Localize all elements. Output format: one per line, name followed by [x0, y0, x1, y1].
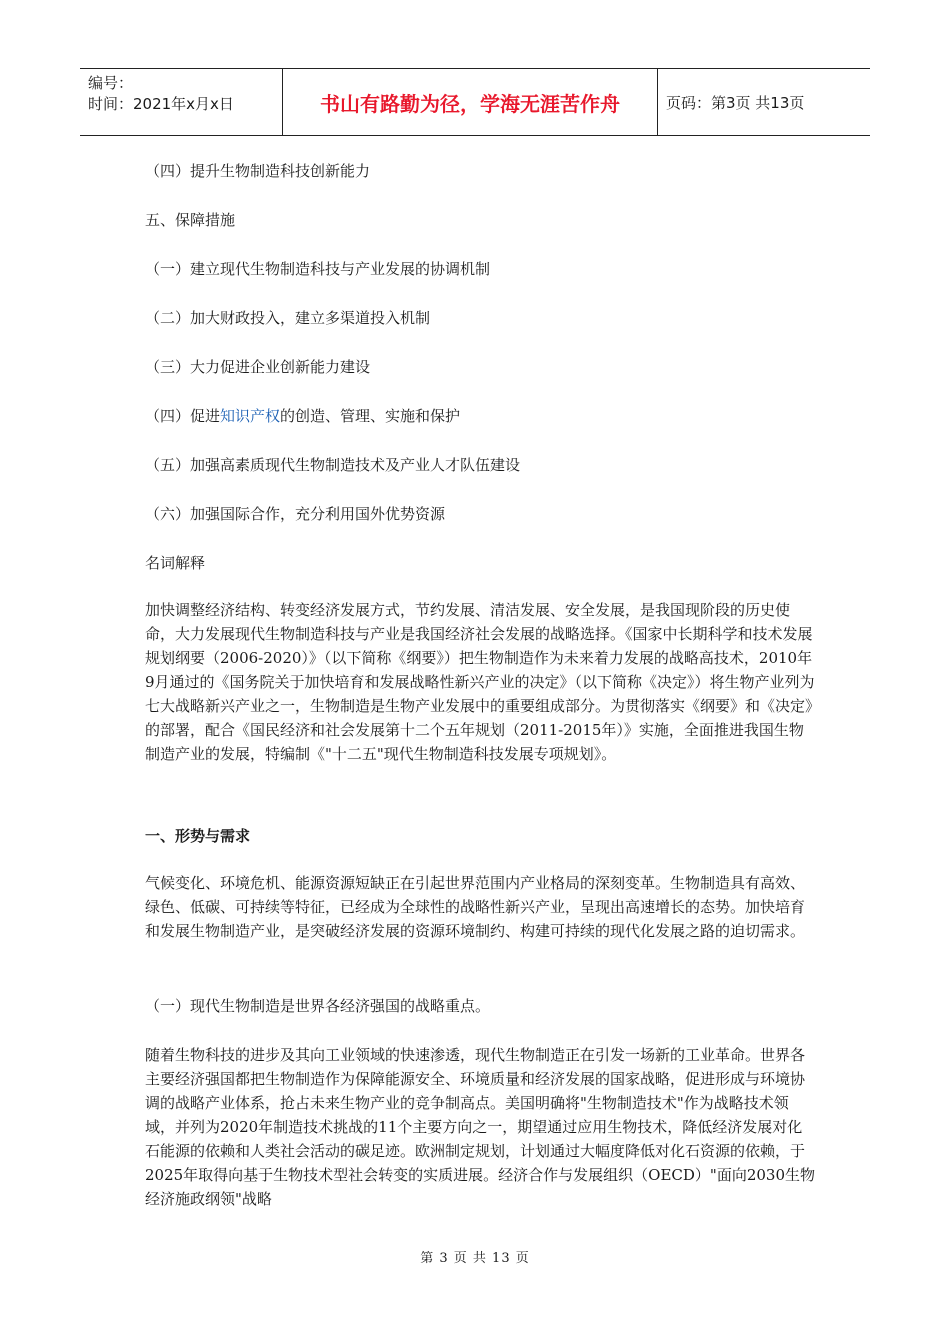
- section-title: 一、形势与需求: [145, 827, 251, 845]
- header-page-info: 页码：第3页 共13页: [666, 93, 805, 112]
- outline-item-suffix: 的创造、管理、实施和保护: [280, 407, 461, 425]
- situation-paragraph: 气候变化、环境危机、能源资源短缺正在引起世界范围内产业格局的深刻变革。生物制造具有高效、绿色、低碳、可持续等特征，已经成为全球性的战略性新兴产业，呈现出高速增长的态势。加快培育和发展生物制造产业，是突破经济发展的资源环境制约、构建可持续的现代化发展之路的迫切需求。: [145, 874, 806, 940]
- outline-item: （二）加大财政投入，建立多渠道投入机制: [145, 309, 431, 327]
- strategy-paragraph: 随着生物科技的进步及其向工业领域的快速渗透，现代生物制造正在引发一场新的工业革命。世界各主要经济强国都把生物制造作为保障能源安全、环境质量和经济发展的国家战略，促进形成与环境协调的战略产业体系，抢占未来生物产业的竞争制高点。美国明确将"生物制造技术"作为战略技术领域，并列为2020年制造技术挑战的11个主要方向之一，期望通过应用生物技术，降低经济发展对化石能源的依赖和人类社会活动的碳足迹。欧洲制定规划，计划通过大幅度降低对化石资源的依赖，于2025年取得向基于生物技术型社会转变的实质进展。经济合作与发展组织（OECD）"面向2030生物经济施政纲领"战略: [145, 1046, 816, 1208]
- outline-item: （一）建立现代生物制造科技与产业发展的协调机制: [145, 260, 491, 278]
- glossary-heading: 名词解释: [145, 554, 206, 572]
- outline-item: [145, 405, 460, 426]
- page-footer: 第 3 页 共 13 页: [420, 1251, 530, 1266]
- header-time-label: 时间：2021年x月x日: [88, 95, 234, 113]
- section-heading: 五、保障措施: [145, 211, 236, 229]
- outline-item: （六）加强国际合作，充分利用国外优势资源: [145, 505, 446, 523]
- outline-item: （五）加强高素质现代生物制造技术及产业人才队伍建设: [145, 456, 521, 474]
- outline-item-prefix: （四）促进: [145, 407, 221, 425]
- header-number-label: 编号：: [88, 74, 134, 92]
- ip-link[interactable]: 知识产权: [220, 407, 281, 425]
- subsection-heading: （一）现代生物制造是世界各经济强国的战略重点。: [145, 997, 491, 1015]
- intro-paragraph: 加快调整经济结构、转变经济发展方式，节约发展、清洁发展、安全发展，是我国现阶段的历史使命，大力发展现代生物制造科技与产业是我国经济社会发展的战略选择。《国家中长期科学和技术发展规划纲要（2006-2020）》（以下简称《纲要》）把生物制造作为未来着力发展的战略高技术，2010年9月通过的《国务院关于加快培育和发展战略性新兴产业的决定》（以下简称《决定》）将生物产业列为七大战略新兴产业之一，生物制造是生物产业发展中的重要组成部分。为贯彻落实《纲要》和《决定》的部署，配合《国民经济和社会发展第十二个五年规划（2011-2015年）》实施，全面推进我国生物制造产业的发展，特编制《"十二五"现代生物制造科技发展专项规划》。: [145, 601, 815, 763]
- outline-item: （四）提升生物制造科技创新能力: [145, 162, 371, 180]
- page-header: [80, 68, 870, 136]
- outline-item: （三）大力促进企业创新能力建设: [145, 358, 371, 376]
- header-meta: [80, 69, 283, 135]
- header-motto: 书山有路勤为径，学海无涯苦作舟: [283, 69, 658, 135]
